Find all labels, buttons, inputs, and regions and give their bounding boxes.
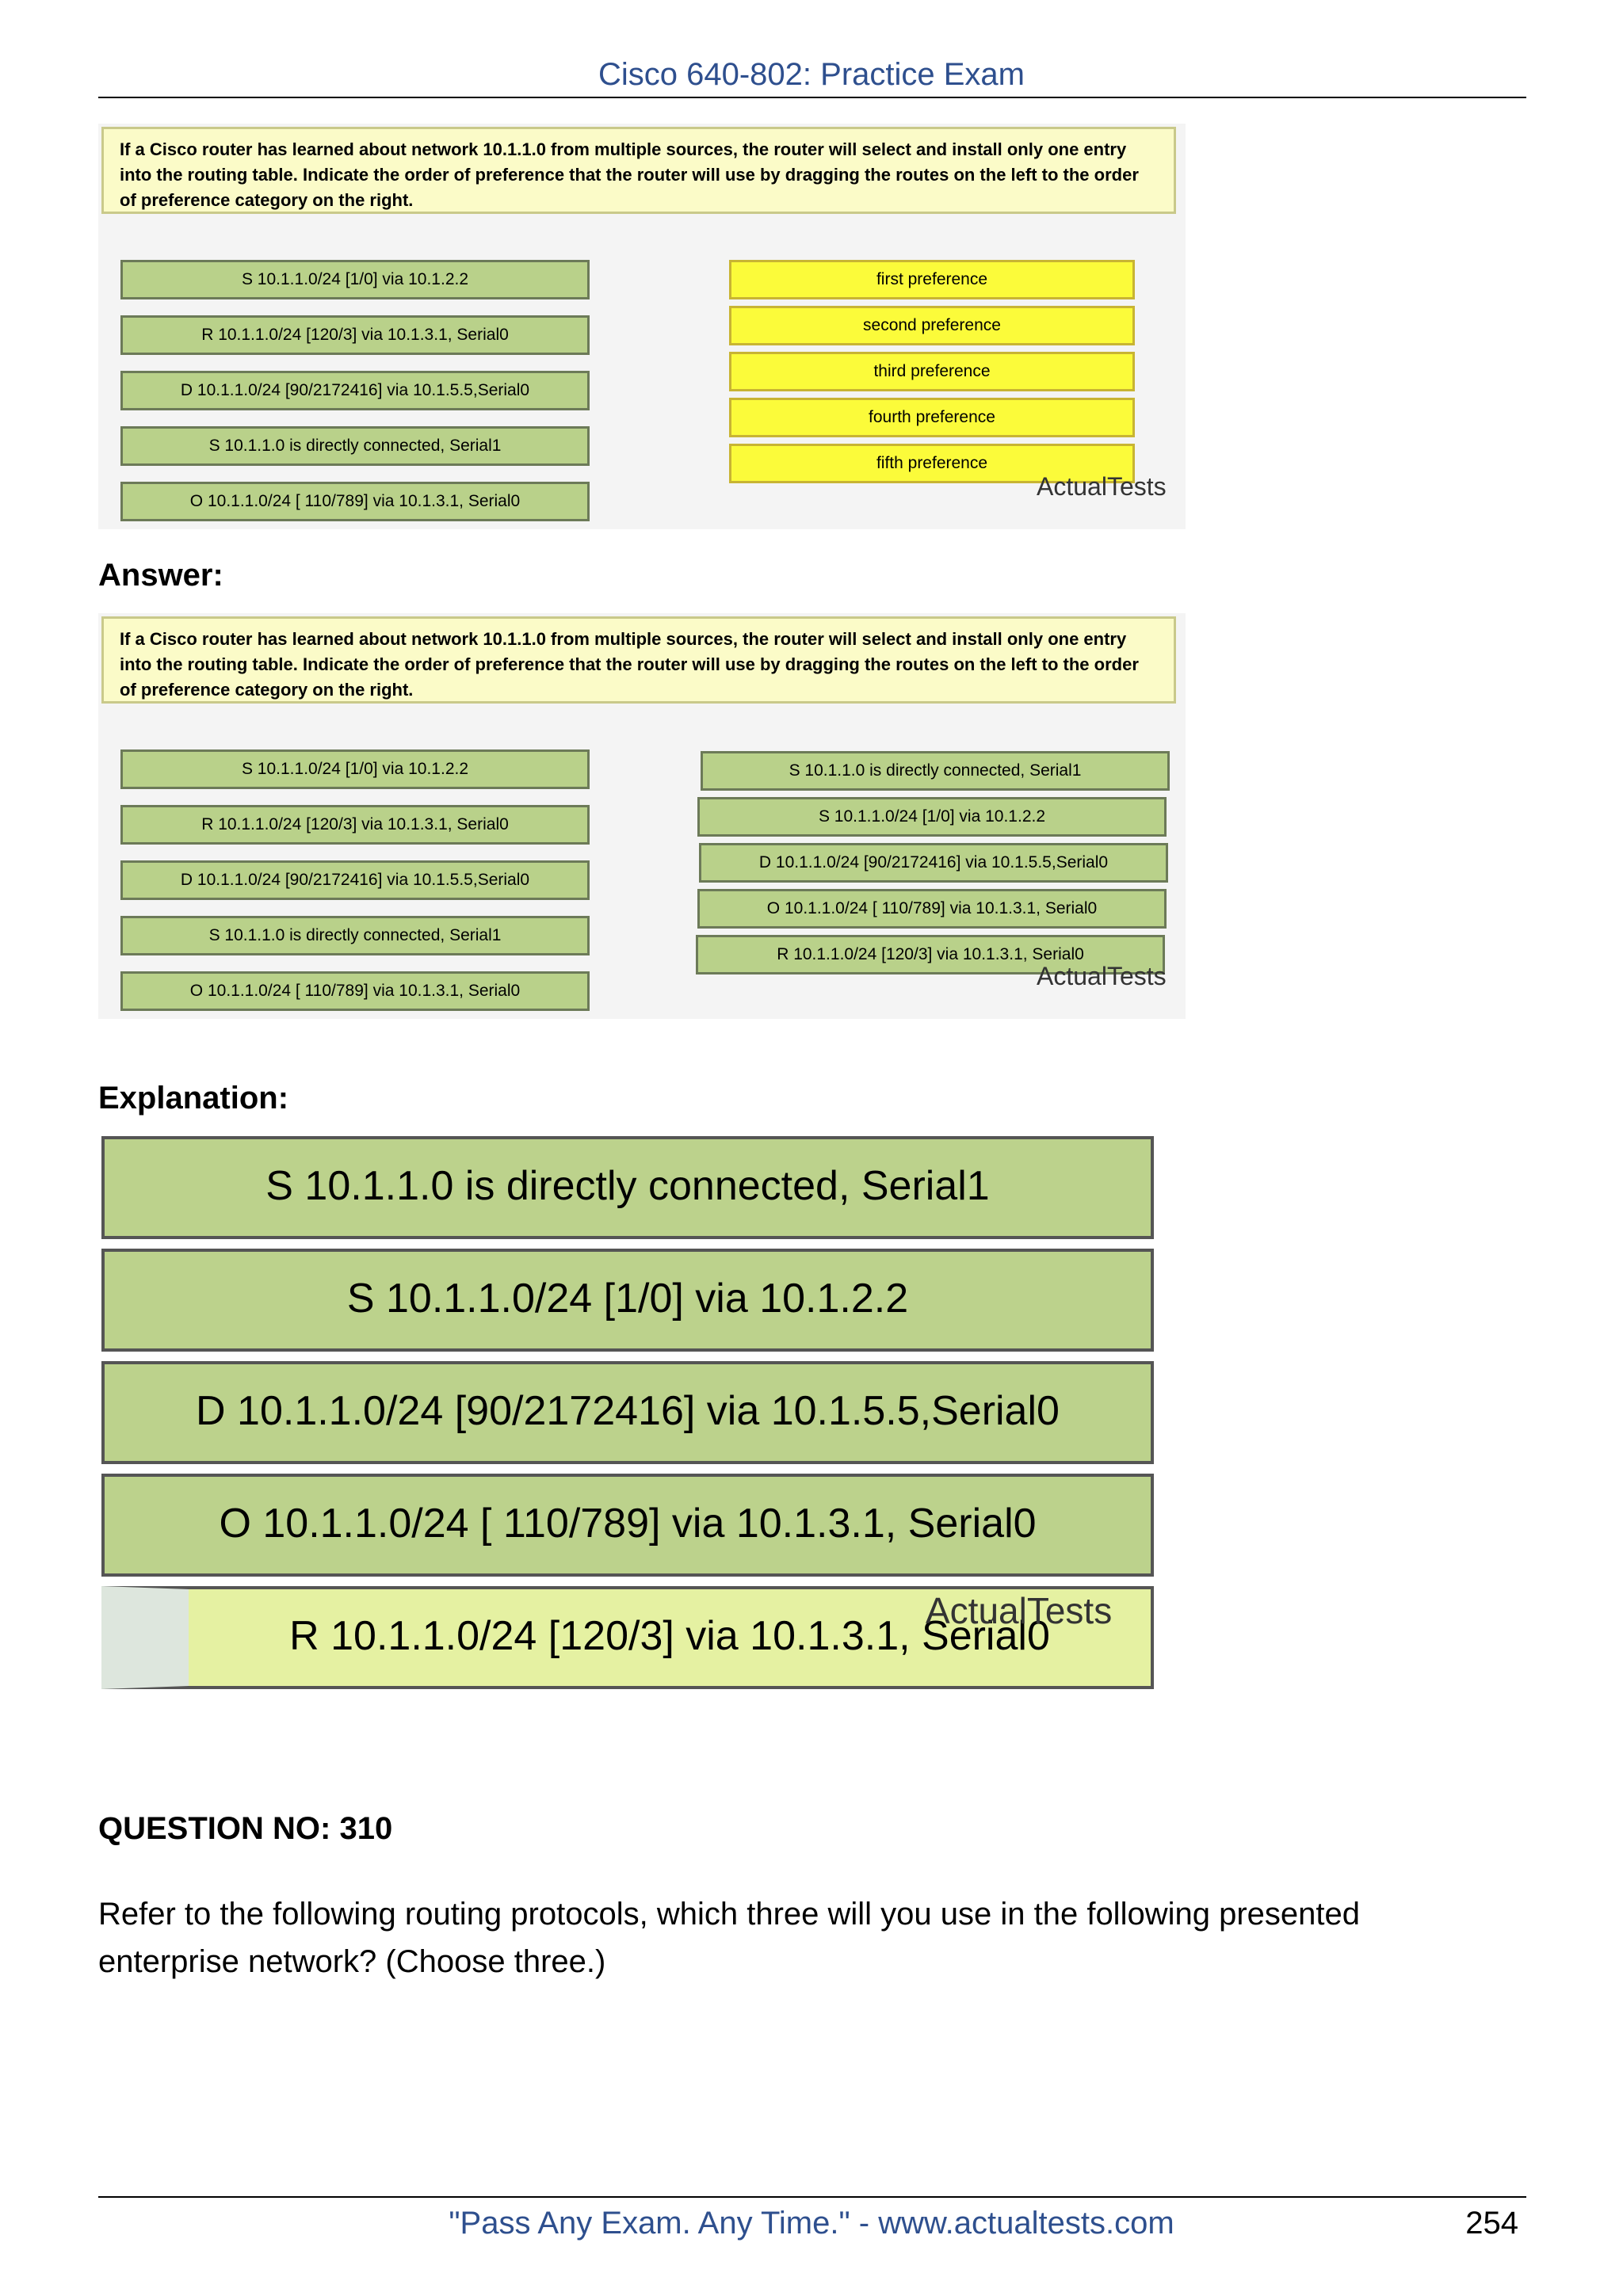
answer-slot[interactable]: O 10.1.1.0/24 [ 110/789] via 10.1.3.1, Serial0 [697, 889, 1167, 929]
route-item[interactable]: D 10.1.1.0/24 [90/2172416] via 10.1.5.5,Serial0 [120, 371, 590, 410]
question-prompt: If a Cisco router has learned about network 10.1.1.0 from multiple sources, the router will select and install only one entry into the routing table. Indicate the order of preference that the router will use by dragging the routes on the left to the order of preference category on the right. [101, 616, 1176, 704]
answer-figure [98, 613, 1186, 1019]
question-figure [98, 124, 1186, 529]
route-item[interactable]: S 10.1.1.0 is directly connected, Serial1 [120, 426, 590, 466]
question-number: QUESTION NO: 310 [98, 1811, 393, 1846]
header-rule [98, 97, 1526, 98]
route-item[interactable]: S 10.1.1.0/24 [1/0] via 10.1.2.2 [120, 749, 590, 789]
route-item[interactable]: O 10.1.1.0/24 [ 110/789] via 10.1.3.1, Serial0 [120, 971, 590, 1011]
answer-slot[interactable]: S 10.1.1.0 is directly connected, Serial1 [701, 751, 1170, 791]
route-item[interactable]: S 10.1.1.0/24 [1/0] via 10.1.2.2 [120, 260, 590, 299]
explanation-route: S 10.1.1.0/24 [1/0] via 10.1.2.2 [101, 1249, 1154, 1352]
explanation-route: S 10.1.1.0 is directly connected, Serial1 [101, 1136, 1154, 1239]
route-item[interactable]: R 10.1.1.0/24 [120/3] via 10.1.3.1, Serial0 [120, 315, 590, 355]
footer-rule [98, 2196, 1526, 2198]
footer-tagline: "Pass Any Exam. Any Time." - www.actualtests.com [449, 2206, 1174, 2241]
explanation-label: Explanation: [98, 1081, 289, 1116]
answer-slot[interactable]: S 10.1.1.0/24 [1/0] via 10.1.2.2 [697, 797, 1167, 837]
question-text: Refer to the following routing protocols, which three will you use in the following presented enterprise network? (Choose three.) [98, 1897, 1360, 1979]
route-item[interactable]: S 10.1.1.0 is directly connected, Serial1 [120, 916, 590, 955]
explanation-route: R 10.1.1.0/24 [120/3] via 10.1.3.1, Serial0 [101, 1586, 1154, 1689]
explanation-figure [98, 1133, 1154, 1688]
watermark: ActualTests [1037, 962, 1167, 990]
watermark: ActualTests [926, 1590, 1113, 1631]
answer-slot[interactable]: R 10.1.1.0/24 [120/3] via 10.1.3.1, Serial0 [696, 935, 1165, 974]
preference-slot[interactable]: first preference [729, 260, 1135, 299]
route-item[interactable]: R 10.1.1.0/24 [120/3] via 10.1.3.1, Serial0 [120, 805, 590, 845]
explanation-route: D 10.1.1.0/24 [90/2172416] via 10.1.5.5,Serial0 [101, 1361, 1154, 1464]
preference-slot[interactable]: fifth preference [729, 444, 1135, 483]
answer-label: Answer: [98, 558, 223, 593]
preference-slot[interactable]: second preference [729, 306, 1135, 345]
answer-slot[interactable]: D 10.1.1.0/24 [90/2172416] via 10.1.5.5,Serial0 [699, 843, 1168, 883]
question-prompt: If a Cisco router has learned about network 10.1.1.0 from multiple sources, the router will select and install only one entry into the routing table. Indicate the order of preference that the router will use by dragging the routes on the left to the order of preference category on the right. [101, 127, 1176, 214]
page-header: Cisco 640-802: Practice Exam [598, 57, 1025, 92]
route-item[interactable]: O 10.1.1.0/24 [ 110/789] via 10.1.3.1, Serial0 [120, 482, 590, 521]
watermark: ActualTests [1037, 472, 1167, 501]
preference-slot[interactable]: third preference [729, 352, 1135, 391]
preference-slot[interactable]: fourth preference [729, 398, 1135, 437]
page-number: 254 [1465, 2206, 1518, 2241]
explanation-route: O 10.1.1.0/24 [ 110/789] via 10.1.3.1, Serial0 [101, 1474, 1154, 1577]
route-item[interactable]: D 10.1.1.0/24 [90/2172416] via 10.1.5.5,Serial0 [120, 860, 590, 900]
